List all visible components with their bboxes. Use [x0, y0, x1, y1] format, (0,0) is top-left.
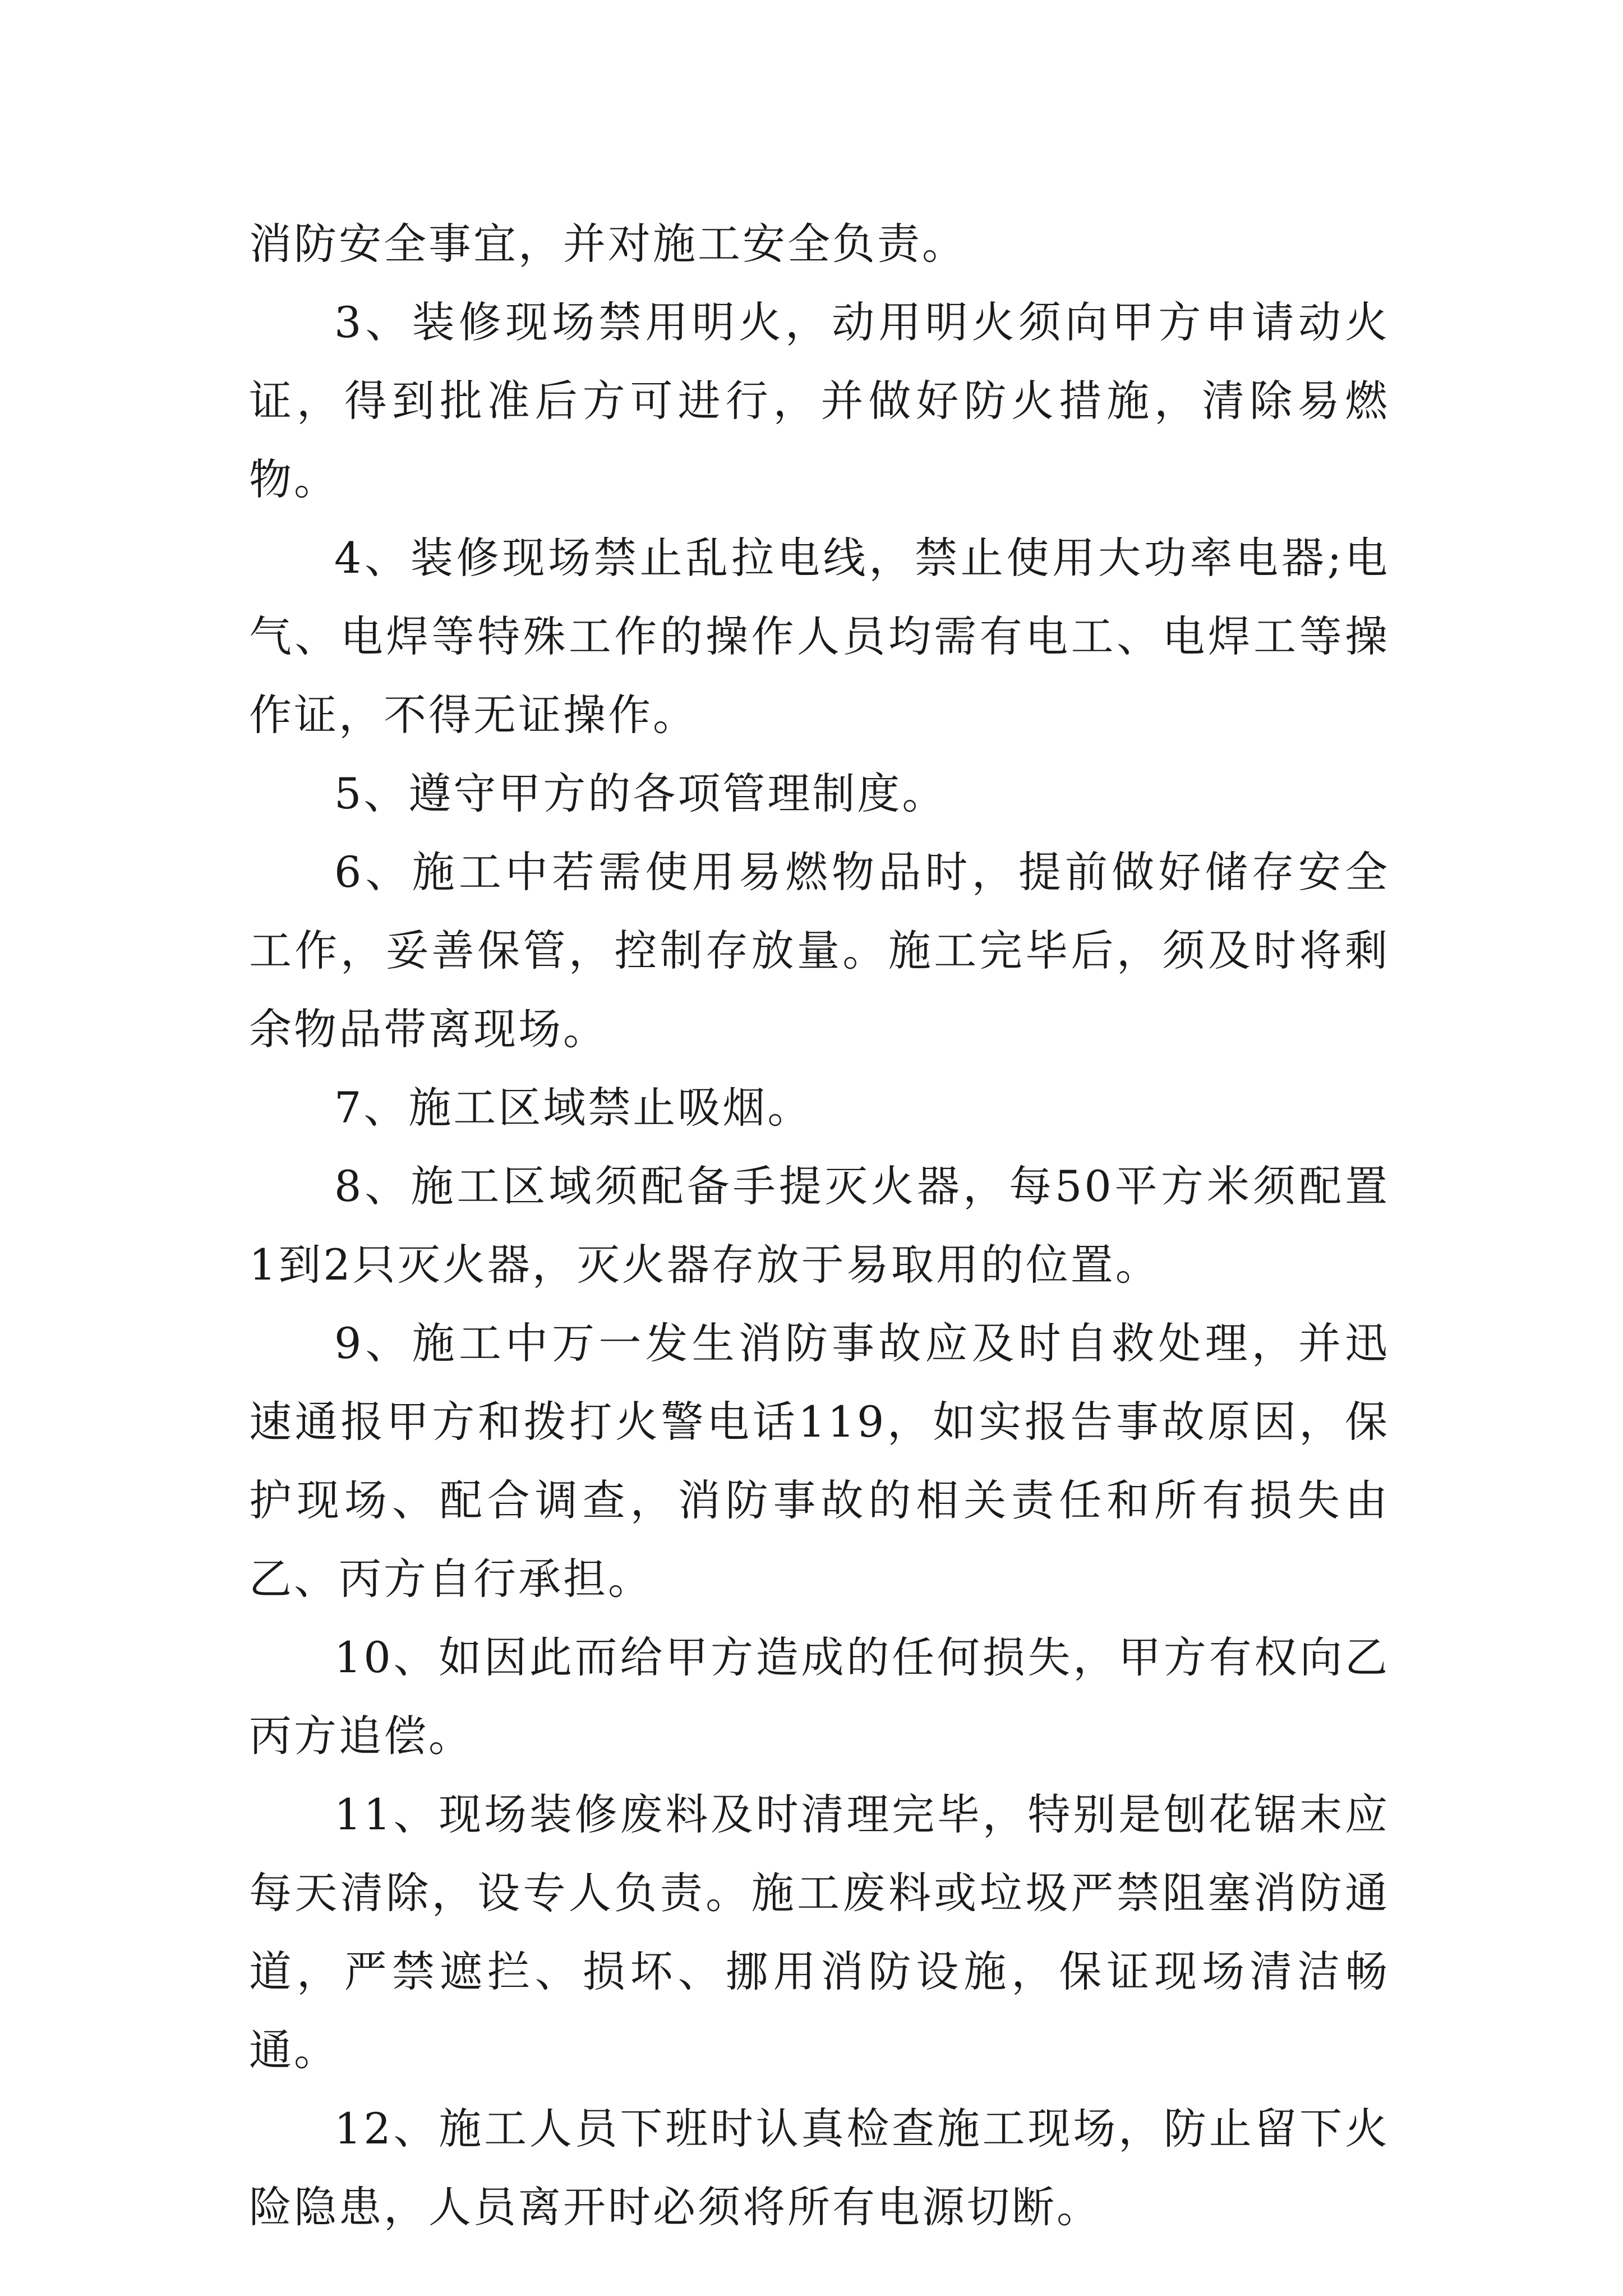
paragraph-item-7: 7、施工区域禁止吸烟。: [334, 1083, 813, 1133]
paragraph-item-9: 9、施工中万一发生消防事故应及时自救处理，并迅速通报甲方和拨打火警电话119，如实报告事故原因，保护现场、配合调查，消防事故的相关责任和所有损失由乙、丙方自行承担。: [249, 1318, 1390, 1604]
paragraph-item-6: 6、施工中若需使用易燃物品时，提前做好储存安全工作，妥善保管，控制存放量。施工完毕后，须及时将剩余物品带离现场。: [249, 847, 1390, 1054]
paragraph-item-10: 10、如因此而给甲方造成的任何损失，甲方有权向乙丙方追偿。: [249, 1632, 1390, 1761]
paragraph-item-8: 8、施工区域须配备手提灭火器，每50平方米须配置1到2只灭火器，灭火器存放于易取用的位置。: [249, 1161, 1390, 1290]
paragraph-continuation: 消防安全事宜，并对施工安全负责。: [249, 219, 967, 269]
paragraph-item-12: 12、施工人员下班时认真检查施工现场，防止留下火险隐患，人员离开时必须将所有电源切断。: [249, 2104, 1390, 2232]
paragraph-item-5: 5、遵守甲方的各项管理制度。: [334, 769, 947, 818]
paragraph-item-3: 3、装修现场禁用明火，动用明火须向甲方申请动火证，得到批准后方可进行，并做好防火措施，清除易燃物。: [249, 297, 1390, 504]
paragraph-item-11: 11、现场装修废料及时清理完毕，特别是刨花锯末应每天清除，设专人负责。施工废料或垃圾严禁阻塞消防通道，严禁遮拦、损坏、挪用消防设施，保证现场清洁畅通。: [249, 1789, 1390, 2075]
paragraph-item-4: 4、装修现场禁止乱拉电线，禁止使用大功率电器;电气、电焊等特殊工作的操作人员均需有电工、电焊工等操作证，不得无证操作。: [249, 533, 1390, 740]
document-body: [249, 205, 1390, 2247]
